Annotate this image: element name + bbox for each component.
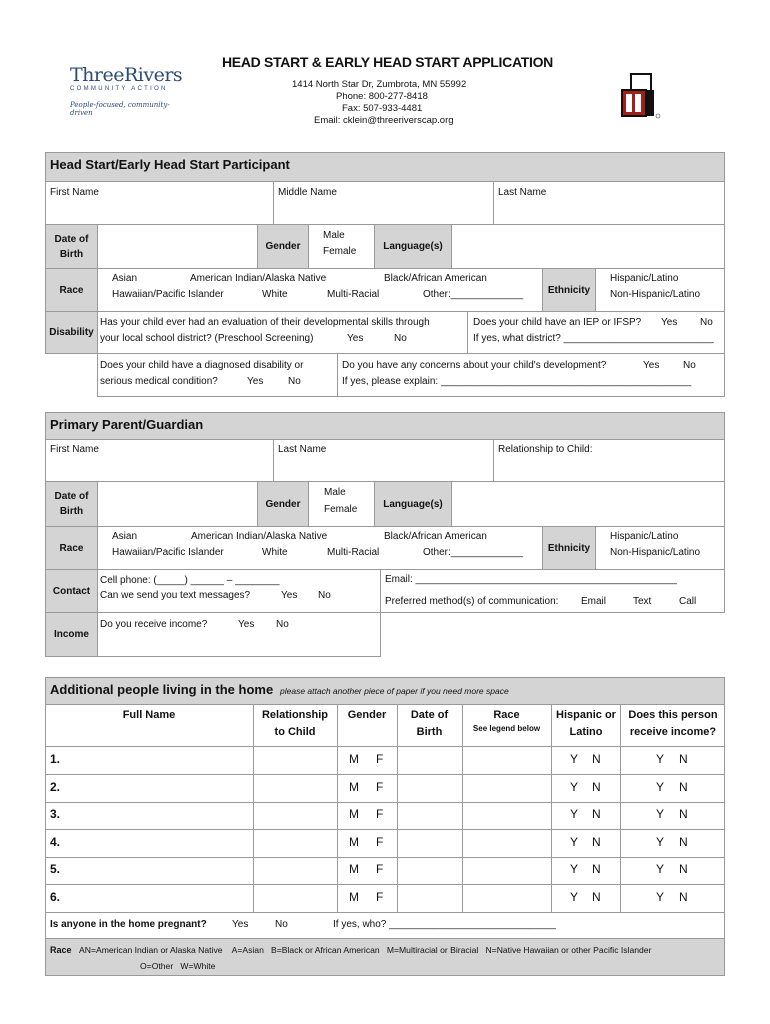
org-fax: Fax: 507-933-4481 xyxy=(342,103,423,114)
parent-race-other-option[interactable]: Other:_____________ xyxy=(423,547,524,558)
ethnicity-hispanic-option[interactable]: Hispanic/Latino xyxy=(610,273,679,284)
gender-f[interactable]: F xyxy=(376,890,384,904)
cell-phone-field[interactable]: Cell phone: (_____) ______ – ________ xyxy=(100,575,280,586)
preferred-communication-label: Preferred method(s) of communication: xyxy=(385,596,559,607)
parent-gender-field[interactable] xyxy=(308,481,375,527)
row-number: 5. xyxy=(50,862,61,876)
email-field[interactable]: Email: _______________________________________________ xyxy=(385,574,677,585)
hispanic-n[interactable]: N xyxy=(592,862,601,876)
diagnosis-no-option[interactable]: No xyxy=(288,376,301,387)
concern-no-option[interactable]: No xyxy=(683,360,696,371)
parent-first-name-label: First Name xyxy=(50,444,99,455)
col-full-name: Full Name xyxy=(122,709,176,721)
middle-name-label: Middle Name xyxy=(278,187,337,198)
income-n[interactable]: N xyxy=(679,862,688,876)
org-logo xyxy=(70,64,183,124)
parent-race-asian-option[interactable]: Asian xyxy=(112,531,138,542)
parent-race-aian-option[interactable]: American Indian/Alaska Native xyxy=(191,531,328,542)
row-number: 4. xyxy=(50,835,61,849)
iep-yes-option[interactable]: Yes xyxy=(661,317,678,328)
gender-m[interactable]: M xyxy=(349,862,359,876)
parent-race-multi-option[interactable]: Multi-Racial xyxy=(327,547,380,558)
parent-gender-female-option[interactable]: Female xyxy=(324,504,358,515)
income-y[interactable]: Y xyxy=(656,807,665,821)
income-yes-option[interactable]: Yes xyxy=(238,619,255,630)
parent-race-hpi-option[interactable]: Hawaiian/Pacific Islander xyxy=(112,547,224,558)
diagnosis-question-line2: serious medical condition? xyxy=(100,376,218,387)
parent-languages-field[interactable] xyxy=(451,481,725,527)
text-yes-option[interactable]: Yes xyxy=(281,590,298,601)
income-y[interactable]: Y xyxy=(656,780,665,794)
income-y[interactable]: Y xyxy=(656,890,665,904)
participant-diagnosis-question xyxy=(97,353,338,397)
household-row-3[interactable] xyxy=(45,803,725,830)
household-row-1[interactable] xyxy=(45,747,725,774)
col-dob: Date of Birth xyxy=(410,709,449,739)
org-address: 1414 North Star Dr, Zumbrota, MN 55992 xyxy=(292,79,467,90)
participant-first-name-field[interactable] xyxy=(45,181,274,225)
row-number: 2. xyxy=(50,780,61,794)
parent-ethnicity-hispanic-option[interactable]: Hispanic/Latino xyxy=(610,531,679,542)
pregnant-who-field[interactable]: If yes, who? ______________________________ xyxy=(333,919,556,930)
last-name-label: Last Name xyxy=(498,187,547,198)
participant-dob-label: Date of Birth xyxy=(45,224,98,269)
concern-explain-field[interactable]: If yes, please explain: _____________________________________________ xyxy=(342,376,692,387)
col-race xyxy=(462,707,551,733)
race-multi-option[interactable]: Multi-Racial xyxy=(327,289,380,300)
parent-relationship-label: Relationship to Child: xyxy=(498,444,593,455)
race-aian-option[interactable]: American Indian/Alaska Native xyxy=(190,273,327,284)
participant-gender-label: Gender xyxy=(257,224,309,269)
parent-languages-label: Language(s) xyxy=(374,481,452,527)
row-number: 6. xyxy=(50,890,61,904)
col-race-subtitle: See legend below xyxy=(472,724,541,734)
pref-email-option[interactable]: Email xyxy=(581,596,607,607)
household-row-5[interactable] xyxy=(45,858,725,884)
parent-contact-phone xyxy=(97,569,381,613)
race-legend xyxy=(45,938,725,976)
first-name-label: First Name xyxy=(50,187,99,198)
participant-disability-label: Disability xyxy=(45,311,98,354)
logo-sub: COMMUNITY ACTION xyxy=(70,86,168,92)
household-title: Additional people living in the home xyxy=(50,682,274,697)
gender-f[interactable]: F xyxy=(376,780,384,794)
race-black-option[interactable]: Black/African American xyxy=(384,273,487,284)
text-no-option[interactable]: No xyxy=(318,590,331,601)
pregnant-row xyxy=(45,912,725,939)
hispanic-y[interactable]: Y xyxy=(570,780,579,794)
participant-middle-name-field[interactable] xyxy=(273,181,494,225)
hispanic-n[interactable]: N xyxy=(592,835,601,849)
participant-race-label: Race xyxy=(45,268,98,312)
parent-dob-field[interactable] xyxy=(97,481,258,527)
hispanic-n[interactable]: N xyxy=(592,780,601,794)
evaluation-question-line1: Has your child ever had an evaluation of their developmental skills through xyxy=(100,317,430,328)
evaluation-question-line2: your local school district? (Preschool Screening) xyxy=(100,333,314,344)
parent-gender-label: Gender xyxy=(257,481,309,527)
participant-gender-field[interactable] xyxy=(308,224,375,269)
diagnosis-question-line1: Does your child have a diagnosed disability or xyxy=(100,360,304,371)
text-message-question: Can we send you text messages? xyxy=(100,590,251,601)
race-legend-line1: AN=American Indian or Alaska Native A=Asian B=Black or African American M=Multiracial or Biracial N=Native Hawaiian or other Pacific Islander xyxy=(79,945,652,955)
iep-district-field[interactable]: If yes, what district? ___________________________ xyxy=(473,333,714,344)
col-hispanic: Hispanic or Latino xyxy=(556,709,616,739)
household-row-2[interactable] xyxy=(45,775,725,802)
participant-languages-field[interactable] xyxy=(451,224,725,269)
hispanic-n[interactable]: N xyxy=(592,890,601,904)
participant-ethnicity-label: Ethnicity xyxy=(542,268,596,312)
income-n[interactable]: N xyxy=(679,807,688,821)
parent-income-field xyxy=(97,612,381,657)
col-income: Does this person receive income? xyxy=(628,709,718,739)
participant-evaluation-question xyxy=(97,311,468,354)
gender-f[interactable]: F xyxy=(376,835,384,849)
pregnant-no-option[interactable]: No xyxy=(275,919,288,930)
race-asian-option[interactable]: Asian xyxy=(112,273,138,284)
household-note: please attach another piece of paper if you need more space xyxy=(280,686,509,696)
income-n[interactable]: N xyxy=(679,890,688,904)
income-y[interactable]: Y xyxy=(656,835,665,849)
income-y[interactable]: Y xyxy=(656,752,665,766)
evaluation-no-option[interactable]: No xyxy=(394,333,407,344)
participant-iep-question xyxy=(467,311,725,354)
org-phone: Phone: 800-277-8418 xyxy=(336,91,428,102)
income-no-option[interactable]: No xyxy=(276,619,289,630)
parent-contact-label: Contact xyxy=(45,569,98,613)
evaluation-yes-option[interactable]: Yes xyxy=(347,333,364,344)
participant-ethnicity-field[interactable] xyxy=(595,268,725,312)
gender-f[interactable]: F xyxy=(376,752,384,766)
participant-race-field[interactable] xyxy=(97,268,543,312)
iep-no-option[interactable]: No xyxy=(700,317,713,328)
household-section-header xyxy=(45,677,725,705)
hispanic-n[interactable]: N xyxy=(592,752,601,766)
iep-question-text: Does your child have an IEP or IFSP? xyxy=(473,317,642,328)
gender-f[interactable]: F xyxy=(376,862,384,876)
parent-race-white-option[interactable]: White xyxy=(262,547,288,558)
head-start-blocks-icon xyxy=(617,72,663,122)
gender-m[interactable]: M xyxy=(349,807,359,821)
parent-dob-label: Date of Birth xyxy=(45,481,98,527)
col-relationship: Relationship to Child xyxy=(261,709,328,739)
parent-race-black-option[interactable]: Black/African American xyxy=(384,531,487,542)
pregnant-yes-option[interactable]: Yes xyxy=(232,919,249,930)
hispanic-y[interactable]: Y xyxy=(570,807,579,821)
concern-question-text: Do you have any concerns about your child's development? xyxy=(342,360,607,371)
parent-ethnicity-label: Ethnicity xyxy=(542,526,596,570)
pref-text-option[interactable]: Text xyxy=(633,596,652,607)
hispanic-y[interactable]: Y xyxy=(570,752,579,766)
gender-f[interactable]: F xyxy=(376,807,384,821)
participant-last-name-field[interactable] xyxy=(493,181,725,225)
parent-relationship-field[interactable] xyxy=(493,439,725,482)
concern-yes-option[interactable]: Yes xyxy=(643,360,660,371)
hispanic-y[interactable]: Y xyxy=(570,890,579,904)
participant-section-header: Head Start/Early Head Start Participant xyxy=(45,152,725,182)
gender-m[interactable]: M xyxy=(349,752,359,766)
org-email: Email: cklein@threeriverscap.org xyxy=(314,115,454,126)
parent-last-name-label: Last Name xyxy=(278,444,327,455)
race-white-option[interactable]: White xyxy=(262,289,288,300)
participant-concern-question xyxy=(337,353,725,397)
parent-income-label: Income xyxy=(45,612,98,657)
parent-ethnicity-field[interactable] xyxy=(595,526,725,570)
ethnicity-nonhispanic-option[interactable]: Non-Hispanic/Latino xyxy=(610,289,701,300)
diagnosis-yes-option[interactable]: Yes xyxy=(247,376,264,387)
col-gender: Gender xyxy=(347,709,387,721)
pregnant-question: Is anyone in the home pregnant? xyxy=(50,919,207,930)
race-hpi-option[interactable]: Hawaiian/Pacific Islander xyxy=(112,289,224,300)
income-y[interactable]: Y xyxy=(656,862,665,876)
parent-section-header: Primary Parent/Guardian xyxy=(45,412,725,440)
gender-female-option[interactable]: Female xyxy=(323,246,357,257)
income-n[interactable]: N xyxy=(679,752,688,766)
gender-m[interactable]: M xyxy=(349,780,359,794)
page-title: HEAD START & EARLY HEAD START APPLICATION xyxy=(222,54,553,70)
gender-m[interactable]: M xyxy=(349,890,359,904)
race-other-option[interactable]: Other:_____________ xyxy=(423,289,524,300)
participant-dob-field[interactable] xyxy=(97,224,258,269)
hispanic-y[interactable]: Y xyxy=(570,835,579,849)
logo-name: ThreeRivers xyxy=(70,64,183,86)
parent-race-field[interactable] xyxy=(97,526,543,570)
parent-contact-email xyxy=(380,569,725,613)
race-legend-line2: O=Other W=White xyxy=(140,961,216,971)
household-row-6[interactable] xyxy=(45,885,725,912)
row-number: 3. xyxy=(50,807,61,821)
logo-tag: People-focused, community-driven xyxy=(70,101,170,117)
household-row-4[interactable] xyxy=(45,830,725,857)
income-n[interactable]: N xyxy=(679,780,688,794)
hispanic-n[interactable]: N xyxy=(592,807,601,821)
gender-m[interactable]: M xyxy=(349,835,359,849)
parent-ethnicity-nonhispanic-option[interactable]: Non-Hispanic/Latino xyxy=(610,547,701,558)
income-n[interactable]: N xyxy=(679,835,688,849)
gender-male-option[interactable]: Male xyxy=(323,230,345,241)
participant-languages-label: Language(s) xyxy=(374,224,452,269)
col-race-title: Race xyxy=(493,709,520,721)
race-legend-label: Race xyxy=(50,945,72,955)
pref-call-option[interactable]: Call xyxy=(679,596,697,607)
income-question: Do you receive income? xyxy=(100,619,208,630)
parent-first-name-field[interactable] xyxy=(45,439,274,482)
row-number: 1. xyxy=(50,752,61,766)
hispanic-y[interactable]: Y xyxy=(570,862,579,876)
parent-gender-male-option[interactable]: Male xyxy=(324,487,346,498)
parent-last-name-field[interactable] xyxy=(273,439,494,482)
parent-race-label: Race xyxy=(45,526,98,570)
